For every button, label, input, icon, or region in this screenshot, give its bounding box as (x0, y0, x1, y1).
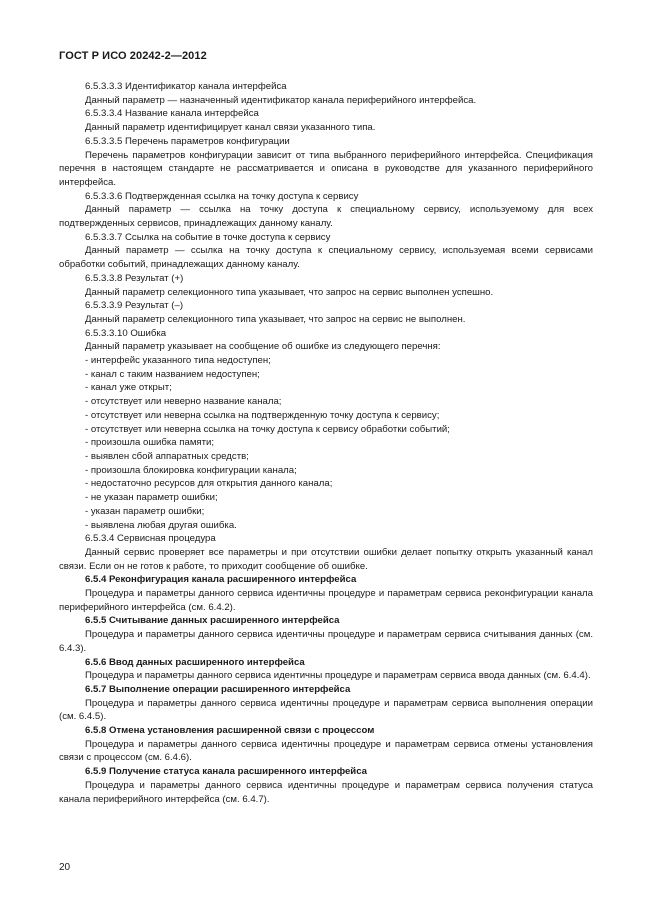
paragraph: 6.5.3.3.6 Подтвержденная ссылка на точку доступа к сервису (85, 190, 359, 202)
section-heading: 6.5.4 Реконфигурация канала расширенного интерфейса (85, 574, 357, 586)
document-body (59, 80, 593, 806)
paragraph: Перечень параметров конфигурации зависит от типа выбранного периферийного интерфейса. Спецификация перечня в настоящем стандарте не рассматривается и описана в руководстве для указанного периферийного интерфейса. (59, 149, 593, 188)
list-item: - выявлена любая другая ошибка. (85, 519, 237, 531)
paragraph: Процедура и параметры данного сервиса идентичны процедуре и параметрам сервиса выполнения операции (см. 6.4.5). (59, 697, 593, 723)
paragraph: Процедура и параметры данного сервиса идентичны процедуре и параметрам сервиса ввода данных (см. 6.4.4). (85, 670, 591, 682)
paragraph: 6.5.3.3.3 Идентификатор канала интерфейса (85, 81, 287, 92)
paragraph: 6.5.3.3.10 Ошибка (85, 327, 167, 339)
document-header: ГОСТ Р ИСО 20242-2—2012 (59, 50, 207, 62)
paragraph: Данный параметр идентифицирует канал связи указанного типа. (85, 122, 376, 134)
page-number: 20 (59, 862, 71, 873)
paragraph: Данный параметр — назначенный идентификатор канала периферийного интерфейса. (85, 94, 477, 106)
paragraph: Данный параметр селекционного типа указывает, что запрос на сервис не выполнен. (85, 313, 466, 325)
paragraph: 6.5.3.3.9 Результат (–) (85, 300, 184, 312)
list-item: - интерфейс указанного типа недоступен; (85, 355, 271, 367)
list-item: - канал уже открыт; (85, 382, 172, 394)
section-heading: 6.5.7 Выполнение операции расширенного интерфейса (85, 683, 351, 695)
paragraph: Процедура и параметры данного сервиса идентичны процедуре и параметрам сервиса отмены установления связи с процессом (см. 6.4.6). (59, 738, 593, 764)
paragraph: 6.5.3.3.7 Ссылка на событие в точке доступа к сервису (85, 231, 331, 243)
section-heading: 6.5.6 Ввод данных расширенного интерфейса (85, 656, 305, 668)
paragraph: 6.5.3.3.8 Результат (+) (85, 272, 184, 284)
list-item: - отсутствует или неверна ссылка на точку доступа к сервису обработки событий; (85, 423, 450, 435)
paragraph: Данный сервис проверяет все параметры и при отсутствии ошибки делает попытку открыть указанный канал связи. Если он не готов к работе, то приходит сообщение об ошибке. (59, 546, 593, 572)
list-item: - отсутствует или неверна ссылка на подтвержденную точку доступа к сервису; (85, 409, 440, 421)
section-heading: 6.5.8 Отмена установления расширенной связи с процессом (85, 725, 375, 737)
list-item: - не указан параметр ошибки; (85, 492, 218, 504)
list-item: - указан параметр ошибки; (85, 505, 205, 517)
list-item: - канал с таким названием недоступен; (85, 368, 260, 380)
list-item: - произошла ошибка памяти; (85, 437, 215, 449)
section-heading: 6.5.5 Считывание данных расширенного интерфейса (85, 615, 340, 627)
paragraph: Процедура и параметры данного сервиса идентичны процедуре и параметрам сервиса считывания данных (см. 6.4.3). (59, 629, 593, 654)
list-item: - недостаточно ресурсов для открытия данного канала; (85, 478, 333, 490)
paragraph: Процедура и параметры данного сервиса идентичны процедуре и параметрам сервиса получения статуса канала периферийного интерфейса (см. 6.4.7). (59, 779, 593, 805)
paragraph: Данный параметр указывает на сообщение об ошибке из следующего перечня: (85, 341, 441, 353)
paragraph: Данный параметр — ссылка на точку доступа к специальному сервису, используемая всеми сервисами обработки событий, принадлежащих данному каналу. (59, 245, 593, 271)
paragraph: Данный параметр селекционного типа указывает, что запрос на сервис выполнен успешно. (85, 286, 494, 298)
paragraph: 6.5.3.3.5 Перечень параметров конфигурации (85, 135, 290, 147)
list-item: - отсутствует или неверно название канала; (85, 396, 282, 408)
paragraph: 6.5.3.3.4 Название канала интерфейса (85, 108, 259, 120)
section-heading: 6.5.9 Получение статуса канала расширенного интерфейса (85, 766, 367, 778)
list-item: - выявлен сбой аппаратных средств; (85, 450, 249, 462)
paragraph: Процедура и параметры данного сервиса идентичны процедуре и параметрам сервиса реконфигурации канала периферийного интерфейса (см. 6.4.2). (59, 588, 593, 613)
list-item: - произошла блокировка конфигурации канала; (85, 464, 297, 476)
paragraph: 6.5.3.4 Сервисная процедура (85, 533, 216, 545)
paragraph: Данный параметр — ссылка на точку доступа к специальному сервису, используемому для всех подтвержденных сервисов, принадлежащих данному каналу. (59, 204, 593, 230)
